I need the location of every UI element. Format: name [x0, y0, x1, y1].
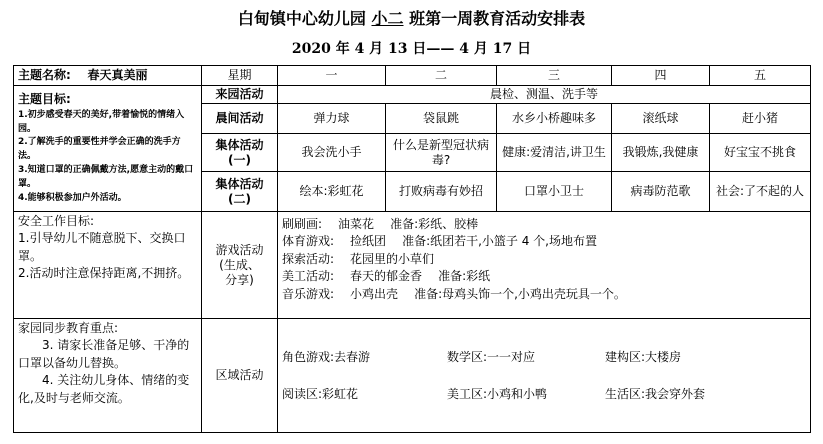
home-title: 家园同步教育重点:	[18, 321, 119, 335]
group1-tue: 什么是新型冠状病毒?	[386, 134, 497, 172]
area-item: 美工区:小鸡和小鸭	[447, 386, 548, 401]
morning-mon: 弹力球	[278, 104, 386, 134]
play-line: 探索活动: 花园里的小草们	[282, 251, 435, 266]
goal-item: 4.能够积极参加户外活动。	[18, 193, 127, 204]
group2-wed: 口罩小卫士	[497, 172, 612, 212]
area-row	[282, 387, 806, 402]
title-prefix: 白甸镇中心幼儿园	[237, 9, 366, 28]
arrival-label: 来园活动	[202, 86, 278, 104]
play-line: 音乐游戏: 小鸡出壳 准备:母鸡头饰一个,小鸡出壳玩具一个。	[282, 286, 626, 301]
group2-fri: 社会:了不起的人	[710, 172, 811, 212]
area-item: 生活区:我会穿外套	[605, 386, 706, 401]
home-item: 4. 关注幼儿身体、情绪的变化,及时与老师交流。	[18, 373, 190, 405]
area-item: 角色游戏:去春游	[282, 349, 371, 364]
schedule-table	[13, 65, 811, 433]
class-name: 小二	[371, 9, 404, 28]
area-item: 数学区:一一对应	[447, 349, 536, 364]
group1-fri: 好宝宝不挑食	[710, 134, 811, 172]
goal-item: 2.了解洗手的重要性并学会正确的洗手方法。	[18, 137, 181, 162]
play-activities-cell	[278, 212, 811, 319]
home-school-cell	[14, 319, 202, 433]
play-label: 游戏活动 (生成、 分享)	[202, 212, 278, 319]
safety-item: 1.引导幼儿不随意脱下、交换口罩。	[18, 231, 186, 263]
morning-wed: 水乡小桥趣味多	[497, 104, 612, 134]
area-activities-cell	[278, 319, 811, 433]
date-range: 2020 年 4 月 13 日—— 4 月 17 日	[291, 41, 532, 57]
title-suffix: 班第一周教育活动安排表	[409, 9, 586, 28]
group2-mon: 绘本:彩虹花	[278, 172, 386, 212]
group2-label: 集体活动 (二)	[202, 172, 278, 212]
group1-wed: 健康:爱清洁,讲卫生	[497, 134, 612, 172]
area-row	[282, 350, 806, 365]
play-line: 刷刷画: 油菜花 准备:彩纸、胶棒	[282, 217, 479, 231]
goals-title: 主题目标:	[18, 92, 71, 106]
morning-label: 晨间活动	[202, 104, 278, 134]
group2-tue: 打败病毒有妙招	[386, 172, 497, 212]
arrival-value: 晨检、测温、洗手等	[278, 86, 811, 104]
group1-label: 集体活动 (一)	[202, 134, 278, 172]
area-label: 区域活动	[202, 319, 278, 433]
safety-title: 安全工作目标:	[18, 214, 95, 228]
safety-item: 2.活动时注意保持距离,不拥挤。	[18, 266, 190, 281]
weekday-label: 星期	[202, 66, 278, 86]
weekday-wed: 三	[497, 66, 612, 86]
goal-item: 3.知道口罩的正确佩戴方法,愿意主动的戴口罩。	[18, 165, 194, 190]
safety-goals-cell	[14, 212, 202, 319]
area-item: 建构区:大楼房	[605, 349, 682, 364]
weekday-mon: 一	[278, 66, 386, 86]
area-item: 阅读区:彩虹花	[282, 386, 359, 401]
group1-thu: 我锻炼,我健康	[612, 134, 710, 172]
morning-tue: 袋鼠跳	[386, 104, 497, 134]
morning-thu: 滚纸球	[612, 104, 710, 134]
theme-goals-cell	[14, 86, 202, 212]
morning-fri: 赶小猪	[710, 104, 811, 134]
page-title	[0, 6, 823, 29]
group1-mon: 我会洗小手	[278, 134, 386, 172]
play-line: 美工活动: 春天的郁金香 准备:彩纸	[282, 269, 491, 284]
theme-name-cell: 主题名称: 春天真美丽	[14, 66, 202, 86]
play-line: 体育游戏: 捡纸团 准备:纸团若干,小篮子 4 个,场地布置	[282, 234, 597, 249]
weekday-fri: 五	[710, 66, 811, 86]
goal-item: 1.初步感受春天的美好,带着愉悦的情绪入园。	[18, 109, 185, 134]
weekday-thu: 四	[612, 66, 710, 86]
weekday-tue: 二	[386, 66, 497, 86]
group2-thu: 病毒防范歌	[612, 172, 710, 212]
home-item: 3. 请家长准备足够、干净的口罩以备幼儿替换。	[18, 338, 190, 370]
